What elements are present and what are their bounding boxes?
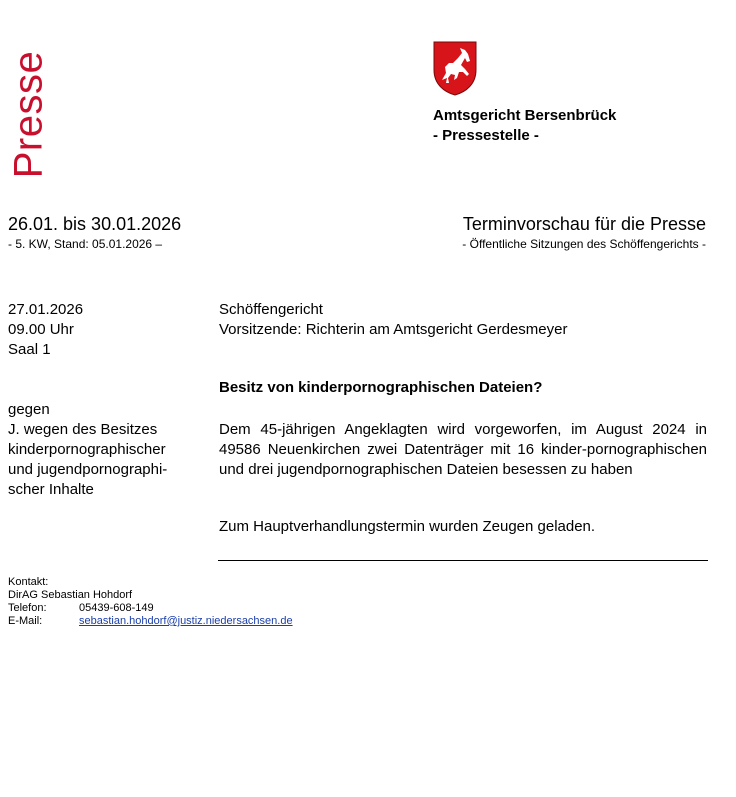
divider bbox=[218, 560, 708, 561]
against-label: gegen bbox=[8, 401, 50, 418]
charge-line: kinderpornographischer bbox=[8, 441, 166, 458]
lower-saxony-horse-crest-icon bbox=[432, 40, 478, 96]
press-office-label: - Pressestelle - bbox=[433, 127, 539, 144]
session-room: Saal 1 bbox=[8, 341, 51, 358]
charge-line: J. wegen des Besitzes bbox=[8, 421, 158, 438]
session-date: 27.01.2026 bbox=[8, 301, 84, 318]
presse-wordmark bbox=[6, 50, 51, 178]
date-range: 26.01. bis 30.01.2026 bbox=[8, 214, 182, 234]
email-link[interactable]: sebastian.hohdorf@justiz.niedersachsen.de bbox=[79, 615, 293, 627]
contact-person: DirAG Sebastian Hohdorf bbox=[8, 589, 133, 601]
court-type: Schöffengericht bbox=[219, 301, 323, 318]
phone-number: 05439-608-149 bbox=[79, 602, 154, 614]
contact-heading: Kontakt: bbox=[8, 576, 49, 588]
document-title: Terminvorschau für die Presse bbox=[462, 214, 706, 234]
presse-text: Presse bbox=[6, 50, 51, 178]
week-info: - 5. KW, Stand: 05.01.2026 – bbox=[8, 237, 163, 251]
phone-label: Telefon: bbox=[8, 602, 47, 614]
charge-line: und jugendpornographi- bbox=[8, 461, 168, 478]
case-description: Dem 45-jährigen Angeklagten wird vorgeworfen, im August 2024 in 49586 Neuenkirchen zwei Datenträger mit 16 kinder-pornographischen und drei jugendpornographischen Dateien besessen zu haben bbox=[219, 421, 707, 478]
email-label: E-Mail: bbox=[8, 615, 43, 627]
session-time: 09.00 Uhr bbox=[8, 321, 74, 338]
charge-line: scher Inhalte bbox=[8, 481, 94, 498]
case-headline: Besitz von kinderpornographischen Dateien? bbox=[219, 379, 543, 396]
court-name: Amtsgericht Bersenbrück bbox=[433, 107, 617, 124]
presiding-judge: Vorsitzende: Richterin am Amtsgericht Gerdesmeyer bbox=[219, 321, 568, 338]
witness-note: Zum Hauptverhandlungstermin wurden Zeugen geladen. bbox=[219, 518, 596, 535]
document-subtitle: - Öffentliche Sitzungen des Schöffengerichts - bbox=[462, 237, 706, 251]
